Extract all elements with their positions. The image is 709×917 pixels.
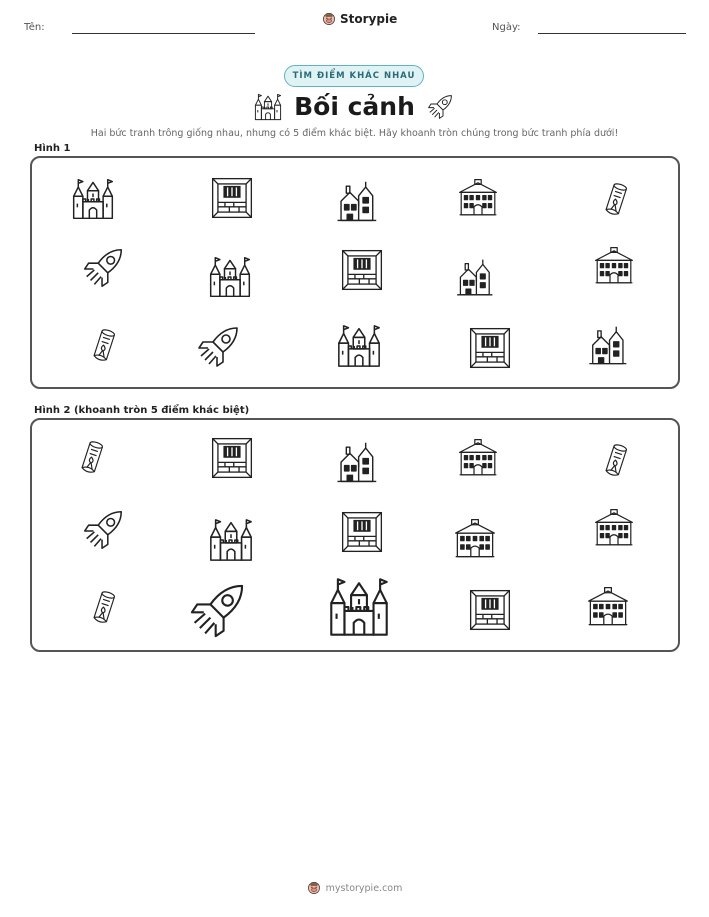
dungeon-window-icon[interactable]: [210, 176, 254, 220]
footer-site: mystorypie.com: [325, 882, 403, 894]
picture1-label: Hình 1: [34, 143, 71, 154]
school-building-icon[interactable]: [584, 586, 632, 628]
haunted-house-icon[interactable]: [334, 178, 378, 226]
rocket-icon[interactable]: [182, 578, 252, 644]
school-building-icon[interactable]: [454, 438, 502, 478]
rocket-icon[interactable]: [192, 322, 244, 372]
castle-icon[interactable]: [69, 176, 117, 222]
scroll-icon[interactable]: [86, 584, 122, 632]
instructions: Hai bức tranh trông giống nhau, nhưng có 5 điểm khác biệt. Hãy khoanh tròn chúng trong bức tranh phía dưới!: [90, 128, 619, 139]
haunted-house-icon[interactable]: [334, 438, 378, 488]
scroll-icon[interactable]: [74, 434, 110, 482]
school-building-icon[interactable]: [590, 246, 638, 286]
brand-name: Storypie: [340, 12, 398, 26]
haunted-house-icon[interactable]: [586, 322, 628, 370]
school-building-icon[interactable]: [454, 178, 502, 218]
pig-logo-icon: [322, 12, 336, 26]
pig-logo-icon: [307, 881, 321, 895]
worksheet-type-badge: TÌM ĐIỂM KHÁC NHAU: [284, 65, 424, 87]
page-title: Bối cảnh: [294, 92, 415, 121]
dungeon-window-icon[interactable]: [210, 436, 254, 480]
scroll-icon[interactable]: [598, 176, 634, 224]
name-field[interactable]: [72, 33, 255, 34]
haunted-house-icon[interactable]: [454, 254, 494, 302]
dungeon-window-icon[interactable]: [468, 326, 512, 370]
rocket-icon[interactable]: [78, 244, 128, 292]
school-building-icon[interactable]: [590, 508, 638, 548]
dungeon-window-icon[interactable]: [340, 248, 384, 292]
footer: [0, 881, 709, 895]
title-row: [0, 90, 709, 126]
scroll-icon[interactable]: [86, 322, 122, 370]
picture1-panel: [30, 156, 680, 389]
school-building-icon[interactable]: [452, 518, 498, 560]
scroll-icon[interactable]: [598, 436, 634, 486]
rocket-icon[interactable]: [78, 506, 128, 554]
name-label: Tên:: [24, 22, 45, 33]
rocket-icon: [425, 92, 455, 122]
castle-icon[interactable]: [206, 254, 254, 300]
picture2-panel: [30, 418, 680, 652]
castle-icon[interactable]: [206, 516, 256, 564]
brand-logo: [322, 12, 397, 26]
picture2-label: Hình 2 (khoanh tròn 5 điểm khác biệt): [34, 405, 250, 416]
dungeon-window-icon[interactable]: [468, 588, 512, 632]
dungeon-window-icon[interactable]: [340, 510, 384, 554]
date-field[interactable]: [538, 33, 686, 34]
date-label: Ngày:: [492, 22, 521, 33]
castle-icon[interactable]: [324, 574, 394, 640]
castle-icon[interactable]: [334, 322, 384, 370]
